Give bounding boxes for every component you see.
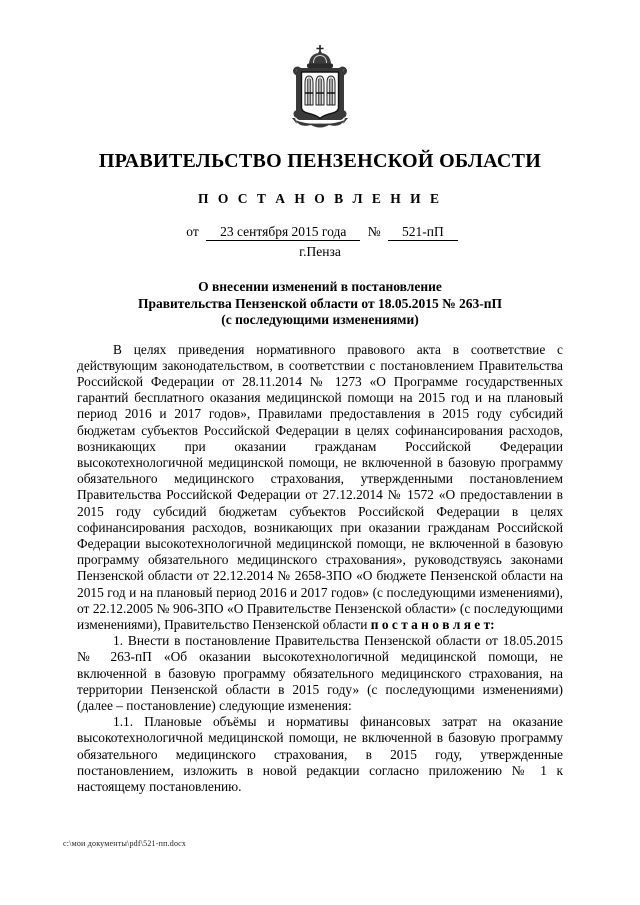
document-title-line3: (с последующими изменениями) — [221, 312, 419, 327]
document-body — [77, 342, 563, 796]
doc-type-heading: П О С Т А Н О В Л Е Н И Е — [197, 191, 443, 206]
city-label: г.Пенза — [299, 244, 341, 259]
document-title-line2: Правительства Пензенской области от 18.05.2015 № 263-пП — [137, 295, 503, 311]
resolves-keyword: п о с т а н о в л я е т: — [370, 616, 495, 632]
date-number-line — [0, 224, 640, 241]
number-sign: № — [367, 224, 381, 239]
document-title — [0, 279, 640, 329]
clause-1-1-paragraph: 1.1. Плановые объёмы и нормативы финансовых затрат на оказание высокотехнологичной медицинской помощи, не включенной в базовую программу обязательного медицинского страхования, в 2015 году, утвержденные постановлением, изложить в новой редакции согласно приложению № 1 к настоящему постановлению. — [77, 714, 563, 794]
document-title-line1: О внесении изменений в постановление — [198, 279, 442, 294]
preamble-text: В целях приведения нормативного правового акта в соответствие с действующим законодательством, в соответствии с постановлением Правительства Российской Федерации от 28.11.2014 № 1273 «О Программе государственных гарантий бесплатного оказания медицинской помощи на 2015 год и на плановый период 2016 и 2017 годов», Правилами предоставления в 2015 году субсидий бюджетам субъектов Российской Федерации в целях софинансирования расходов, возникающих при оказании гражданам Российской Федерации высокотехнологичной медицинской помощи, не включенной в базовую программу обязательного медицинского страхования, утвержденными постановлением Правительства Российской Федерации от 27.12.2014 № 1572 «О предоставлении в 2015 году субсидий бюджетам субъектов Российской Федерации в целях софинансирования расходов, возникающих при оказании гражданам Российской Федерации высокотехнологичной медицинской помощи, не включенной в базовую программу обязательного медицинского страхования», руководствуясь законами Пензенской области от 22.12.2014 № 2658-ЗПО «О бюджете Пензенской области на 2015 год и на плановый период 2016 и 2017 годов» (с последующими изменениями), от 22.12.2005 № 906-ЗПО «О Правительстве Пензенской области» (с последующими изменениями), Правительство Пензенской области — [77, 341, 563, 632]
penza-coat-of-arms-icon — [283, 0, 357, 136]
date-value: 23 сентября 2015 года — [206, 224, 360, 241]
preamble-paragraph — [77, 342, 563, 634]
file-path-footer: с:\мои документы\pdf\521-пп.docx — [63, 839, 187, 848]
date-prefix: от — [186, 224, 199, 239]
number-value: 521-пП — [388, 224, 458, 241]
clause-1-paragraph: 1. Внести в постановление Правительства Пензенской области от 18.05.2015 № 263-пП «Об оказании высокотехнологичной медицинской помощи, не включенной в базовую программу обязательного медицинского страхования, на территории Пензенской области в 2015 году» (с последующими изменениями) (далее – постановление) следующие изменения: — [77, 633, 563, 713]
org-title: ПРАВИТЕЛЬСТВО ПЕНЗЕНСКОЙ ОБЛАСТИ — [98, 150, 542, 172]
